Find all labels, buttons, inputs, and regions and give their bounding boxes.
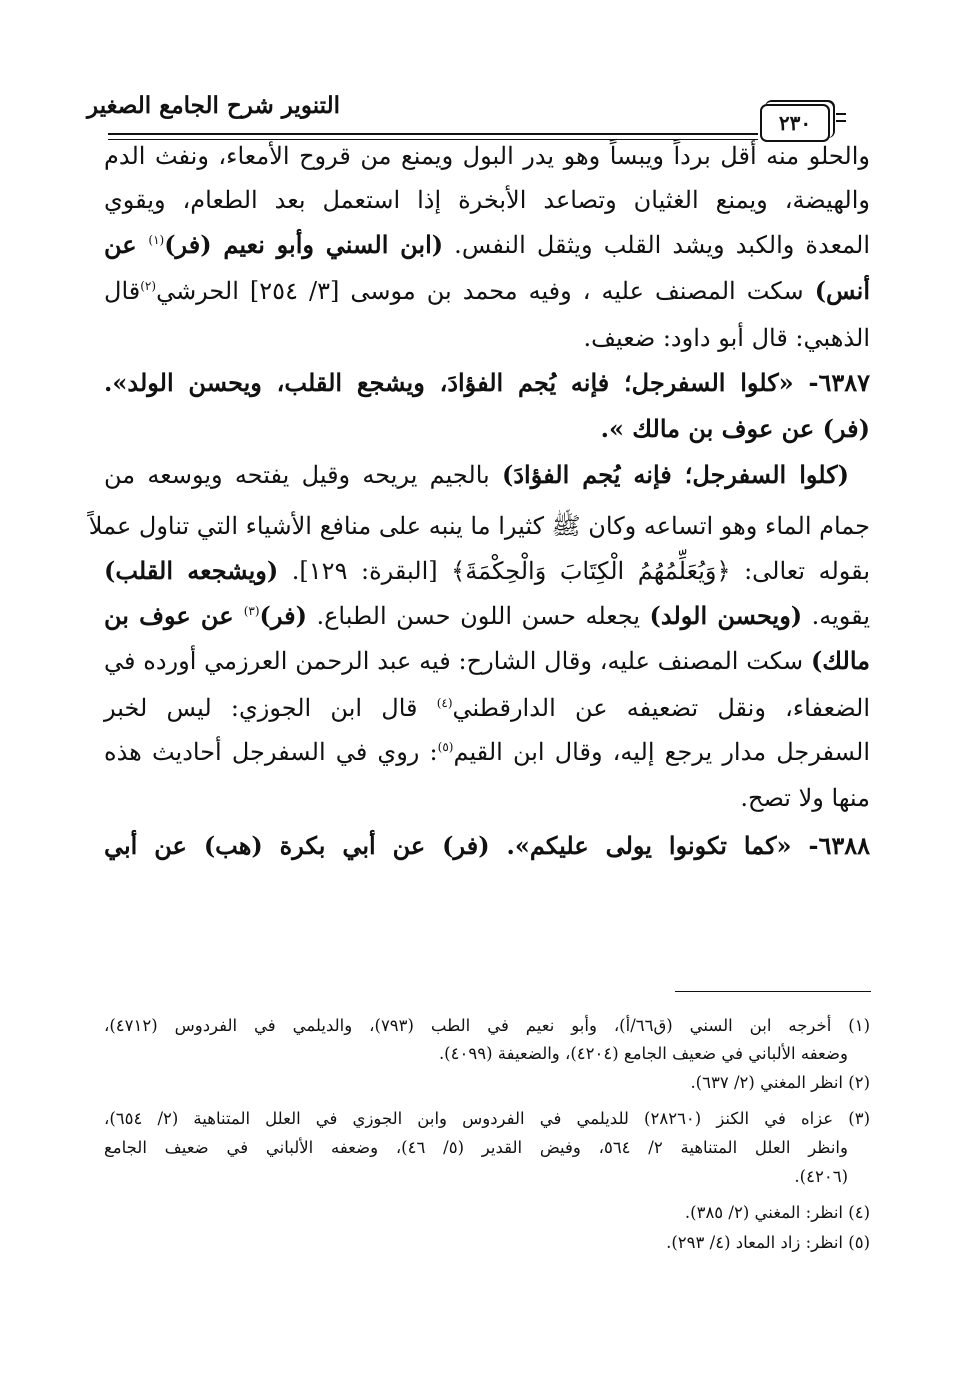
footnote-line (104, 1012, 870, 1040)
bold-text: (كلوا السفرجل؛ فإنه يُجم الفؤادَ) (502, 460, 849, 489)
text: (٤) انظر: المغني (٢/ ٣٨٥). (684, 1203, 870, 1222)
body-line (104, 271, 870, 311)
running-title: التنوير شرح الجامع الصغير (87, 92, 340, 119)
text: وانظر العلل المتناهية ٢/ ٥٦٤، وفيض القدير (٥/ ٤٦)، وضعفه الألباني في ضعيف الجامع (104, 1138, 848, 1157)
body-line (104, 826, 870, 866)
bold-text: عن عوف بن (104, 601, 244, 630)
text: المعدة والكبد ويشد القلب ويثقل النفس. (443, 231, 871, 259)
text: يقويه. (802, 602, 871, 630)
text: جمام الماء وهو اتساعه وكان ﷺ كثيرا ما ينبه على منافع الأشياء التي تناول عملاً (88, 512, 870, 540)
text: السفرجل مدار يرجع إليه، وقال ابن القيم (453, 738, 870, 766)
footnote-ref: (٥) (437, 740, 454, 754)
footnote-ref: (٣) (243, 604, 260, 618)
text: (٤٢٠٦). (794, 1167, 848, 1186)
text: (١) أخرجه ابن السني (ق٦٦/أ)، وأبو نعيم في الطب (٧٩٣)، والديلمي في الفردوس (٤٧١٢)، (104, 1016, 870, 1035)
body-line (104, 180, 870, 220)
text: قال (104, 277, 141, 305)
bold-text: ٦٣٨٨- «كما تكونوا يولى عليكم». (فر) عن أبي بكرة (هب) عن أبي (104, 831, 870, 860)
footnote-line (104, 1134, 848, 1162)
body-line (104, 455, 849, 495)
text: سكت المصنف عليه، وقال الشارح: فيه عبد الرحمن العرزمي أورده في (104, 647, 811, 675)
bold-text: (فر) (259, 601, 307, 630)
body-line (104, 778, 870, 818)
bold-text: (ويحسن الولد) (649, 601, 803, 630)
header-ornament (836, 113, 846, 122)
bold-text: أنس) (814, 276, 870, 305)
header-rule (108, 133, 758, 135)
footnote-line (104, 1069, 870, 1097)
body-line (104, 551, 870, 591)
text: يجعله حسن اللون حسن الطباع. (306, 602, 650, 630)
body-line (104, 318, 870, 358)
body-line (104, 409, 870, 449)
text: وضعفه الألباني في ضعيف الجامع (٤٢٠٤)، والضعيفة (٤٠٩٩). (438, 1044, 848, 1063)
text: سكت المصنف عليه ، وفيه محمد بن موسى [٣/ ٢٥٤] الحرشي (156, 277, 815, 305)
body-line (104, 641, 870, 681)
text: منها ولا تصح. (740, 784, 870, 812)
bold-text: عن (104, 230, 149, 259)
text: بقوله تعالى: ﴿وَيُعَلِّمُهُمُ الْكِتَابَ وَالْحِكْمَةَ﴾ [البقرة: ١٢٩]. (278, 557, 870, 585)
page-number: ٢٣٠ (760, 104, 830, 142)
text: (٥) انظر: زاد المعاد (٤/ ٢٩٣). (666, 1233, 870, 1252)
text: : روي في السفرجل أحاديث هذه (104, 738, 438, 766)
footnote-ref: (١) (148, 233, 165, 247)
text: (٣) عزاه في الكنز (٢٨٢٦٠) للديلمي في الفردوس وابن الجوزي في العلل المتناهية (٢/ ٦٥٤)، (104, 1109, 870, 1128)
body-line (88, 506, 870, 546)
text: الضعفاء، ونقل تضعيفه عن الدارقطني (452, 694, 870, 722)
bold-text: ٦٣٨٧- «كلوا السفرجل؛ فإنه يُجم الفؤادَ، ويشجع القلب، ويحسن الولد». (104, 368, 870, 397)
text: الذهبي: قال أبو داود: ضعيف. (583, 324, 870, 352)
bold-text: (ويشجعه القلب) (104, 556, 279, 585)
body-line (104, 732, 870, 772)
body-line (104, 363, 870, 403)
bold-text: مالك) (810, 646, 870, 675)
footnote-line (104, 1163, 848, 1191)
bold-text: (ابن السني وأبو نعيم (فر) (164, 230, 444, 259)
body-line (104, 225, 870, 265)
text: قال ابن الجوزي: ليس لخبر (104, 694, 437, 722)
text: والحلو منه أقل برداً ويبساً وهو يدر البول ويمنع من قروح الأمعاء، ونفث الدم (104, 142, 870, 170)
body-line (104, 688, 870, 728)
footnote-line (104, 1199, 870, 1227)
footnote-ref: (٤) (436, 696, 453, 710)
text: (٢) انظر المغني (٢/ ٦٣٧). (690, 1073, 870, 1092)
body-line (104, 596, 870, 636)
text: بالجيم يريحه وقيل يفتحه ويوسعه من (104, 461, 502, 489)
text: والهيضة، ويمنع الغثيان وتصاعد الأبخرة إذا استعمل بعد الطعام، ويقوي (104, 186, 870, 214)
footnote-separator (675, 991, 871, 992)
body-line (104, 136, 870, 176)
footnote-line (104, 1040, 848, 1068)
footnote-ref: (٢) (140, 279, 157, 293)
footnote-line (104, 1229, 870, 1257)
footnote-line (104, 1105, 870, 1133)
bold-text: (فر) عن عوف بن مالك ». (600, 414, 870, 443)
